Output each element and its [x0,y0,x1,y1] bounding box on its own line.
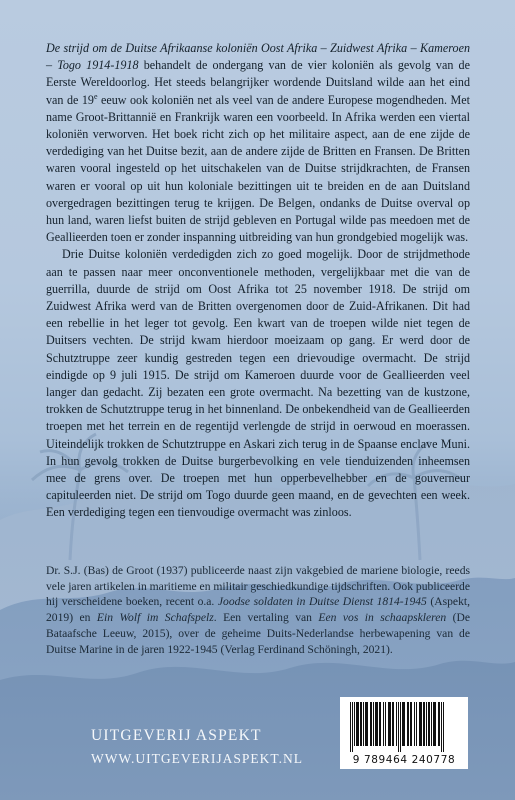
isbn-barcode [340,697,468,769]
barcode-bar [433,702,436,746]
bio-text-segment: . Een vertaling van [213,611,319,625]
barcode-bar [410,702,412,746]
barcode-bar [365,702,368,746]
publisher-url: WWW.UITGEVERIJASPEKT.NL [91,751,303,766]
publisher-block [91,727,303,767]
barcode-bars [348,702,460,752]
barcode-bar [373,702,374,746]
barcode-bar [356,702,359,746]
author-bio-paragraph [46,563,470,657]
barcode-bar [431,702,432,746]
blurb-paragraph-2: Drie Duitse koloniën verdedigden zich zo goed mogelijk. Door de strijdmethode aan te passen naar meer onconventionele methoden, vergelijkbaar met die van de guerrilla, duurde de strijd om Oost Afrika tot 25 november 1918. De strijd om Zuidwest Afrika werd van de Britten overgenomen door de Zuid-Afrikanen. Dit had een rebellie in het leger tot gevolg. Een kwart van de troepen wilde niet tegen de Duitsers vechten. De strijd kwam hierdoor moeizaam op gang. Er werd door de Schutztruppe zeer kundig gestreden tegen een drievoudige overmacht. De strijd eindigde op 9 juli 1915. De strijd om Kameroen duurde voor de Geallieerden veel langer dan gedacht. Zij bezaten een grote overmacht. Na bezetting van de kustzone, trokken de Schutztruppe terug in het binnenland. De onbekendheid van de Geallieerden troepen met het terrein en de regentijd verlengde de strijd in oerwoud en moerassen. Uiteindelijk trokken de Schutztruppe en Askari zich terug in de Spaanse enclave Muni. In hun gevolg trokken de Duitse burgerbevolking en vele tienduizenden inheemsen mee de grens over. De troepen met hun opperbevelhebber en de gouverneur capituleerden niet. De strijd om Togo duurde geen maand, en de gevechten een week. Een verdediging tegen een tienvoudige overmacht was zinloos. [46,247,470,520]
barcode-bar [426,702,427,746]
barcode-bar [423,702,425,746]
bio-text-segment: (Aspekt, 2019) en [46,595,470,625]
blurb-text [46,40,470,522]
barcode-bar [414,702,415,746]
barcode-guard-bar [441,702,442,752]
publisher-name: UITGEVERIJ ASPEKT [91,727,262,744]
barcode-bar [407,702,409,746]
blurb-paragraph-1 [46,40,470,246]
barcode-bar [383,702,384,746]
barcode-guard-bar [398,702,399,752]
author-bio [46,563,470,657]
barcode-bar [402,702,405,746]
barcode-bar [392,702,394,746]
blurb-text-segment: eeuw ook koloniën net als veel van de andere Europese mogendheden. Met name Groot-Brittannië en Frankrijk waren een voorbeeld. In Afrika werden een viertal koloniën verworven. Het boek richt zich op het militaire aspect, aan de ene zijde de verdediging van het Duitse bezit, aan de andere zijde de Britten en Fransen. De Britten waren vooral ingesteld op het uitschakelen van de Duitse strijdkrachten, de Fransen waren er vooral op uit hun koloniale bezittingen uit te breiden en de aan Duitsland overgedragen bezittingen terug te krijgen. De Belgen, ondanks de Duitse overval op hun land, waren liefst buiten de strijd gebleven en Portugal wilde pas meedoen met de Geallieerden toen er zonder inspanning uitbreiding van hun grondgebied mogelijk was. [46,92,470,245]
bio-text-segment: (De Bataafsche Leeuw, 2015), over de geheime Duits-Nederlandse herbewapening van de Duitse Marine in de jaren 1922-1945 (Verlag Ferdinand Schöningh, 2021). [46,611,471,656]
barcode-bar [385,702,386,746]
barcode-guard-bar [400,702,401,752]
barcode-bar [360,702,362,746]
barcode-bar [416,702,417,746]
isbn-number: 9 789464 240778 [352,754,456,766]
barcode-bar [396,702,397,746]
barcode-guard-bar [350,702,351,752]
superscript: e [93,91,98,101]
barcode-bar [363,702,364,746]
barcode-bar [370,702,372,746]
barcode-bar [388,702,391,746]
book-title-1: Joodse soldaten in Duitse Dienst 1814-1945 [217,595,427,609]
barcode-bar [379,702,381,746]
barcode-guard-bar [352,702,353,752]
barcode-bar [375,702,378,746]
barcode-bar [438,702,440,746]
barcode-guard-bar [443,702,444,752]
barcode-bar [428,702,430,746]
blurb-text-segment: behandelt de ondergang van de vier koloniën als gevolg van de Eerste Wereldoorlog. Het steeds belangrijker wordende Duitsland wilde aan het eind van de 19 [46,58,470,107]
book-title-3: Een vos in schaapskleren [318,611,447,625]
book-title-2: Ein Wolf im Schafspelz [96,611,214,625]
book-title: De strijd om de Duitse Afrikaanse koloniën Oost Afrika – Zuidwest Afrika – Kameroen – Togo 1914-1918 [46,41,470,73]
bio-text-segment: Dr. S.J. (Bas) de Groot (1937) publiceerde naast zijn vakgebied de mariene biologie, reeds vele jaren artikelen in maritieme en militair geschiedkundige tijdschriften. Ook publiceerde hij verscheidene boeken, recent o.a. [46,564,470,609]
barcode-bar [354,702,355,746]
barcode-bar [419,702,422,746]
